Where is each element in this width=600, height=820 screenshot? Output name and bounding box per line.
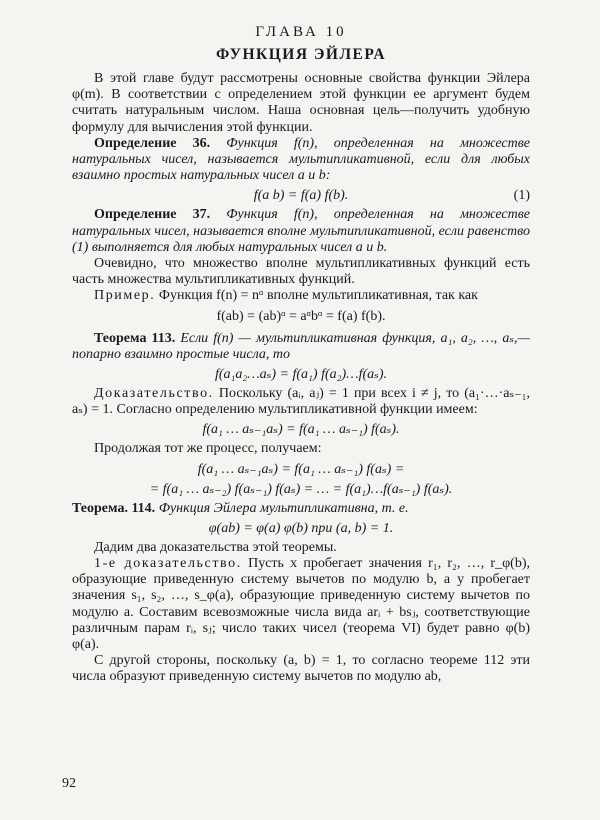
equation-1 [72,187,530,204]
other-side-paragraph: С другой стороны, поскольку (a, b) = 1, то согласно теореме 112 эти числа образуют приведенную систему вычетов по модулю ab, [72,653,530,685]
example-label: Пример. [94,288,156,304]
definition-36-text: Функция f(n), определенная на множестве натуральных чисел, называется мультипликативной, если для любых взаимно простых натуральных чисел a и b: [72,135,531,184]
proof-label: Доказательство. [94,386,214,402]
theorem-113-formula: f(a₁a₂…aₛ) = f(a₁) f(a₂)…f(aₛ). [214,367,388,383]
page-number: 92 [62,776,76,791]
definition-36-label: Определение 36. [94,135,211,151]
theorem-114-label: Теорема. 114. [72,500,156,516]
chapter-title: ФУНКЦИЯ ЭЙЛЕРА [215,46,387,63]
theorem-114 [72,501,530,517]
theorem-113-label: Теорема 113. [94,330,176,346]
intro-paragraph: В этой главе будут рассмотрены основные свойства функции Эйлера φ(m). В соответствии с определением этой функции ее аргумент будем считать натуральным числом. Наша основная цель—получить удобную формулу для вычисления этой функции. [72,71,530,135]
proof-1-text: Пусть x пробегает значения r₁, r₂, …, r_φ(b), образующие приведенную систему вычетов по модулю b, а y пробегает значения s₁, s₂, …, s_φ(a), образующие приведенную систему вычетов по модулю a. Составим всевозможные числа вида arᵢ + bsⱼ, соответствующие различным парам rᵢ, sⱼ; число таких чисел (теорема VI) будет равно φ(b) φ(a). [72,556,530,653]
proof-text: Поскольку (aᵢ, aⱼ) = 1 при всех i ≠ j, то (a₁·…·aₛ₋₁, aₛ) = 1. Согласно определению мультипликативной функции имеем: [72,386,531,418]
definition-36 [72,136,530,185]
obvious-paragraph: Очевидно, что множество вполне мультипликативных функций есть часть множества мультипликативных функций. [72,256,530,288]
example-paragraph [72,288,530,304]
proof-continue: Продолжая тот же процесс, получаем: [94,441,322,457]
example-formula: f(ab) = (ab)ᵅ = aᵅbᵅ = f(a) f(b). [216,308,386,324]
proof-paragraph [72,386,530,418]
theorem-113 [72,331,530,363]
definition-37-label: Определение 37. [94,207,211,223]
definition-37-text: Функция f(n), определенная на множестве натуральных чисел, называется вполне мультипликативной, если равенство (1) выполняется для любых натуральных чисел a и b. [72,207,531,255]
text-column [72,22,530,686]
theorem-113-text: Если f(n) — мультипликативная функция, a₁, a₂, …, aₛ,—попарно взаимно простые числа, то [72,330,530,362]
equation-1-formula: f(a b) = f(a) f(b). [253,188,349,204]
definition-37 [72,207,530,256]
theorem-114-formula: φ(ab) = φ(a) φ(b) при (a, b) = 1. [208,520,394,536]
two-proofs-paragraph: Дадим два доказательства этой теоремы. [94,539,337,555]
proof-formula: f(a₁ … aₛ₋₁aₛ) = f(a₁ … aₛ₋₁) f(aₛ). [202,422,400,438]
proof-1-paragraph [72,556,530,653]
proof-formula-2b: = f(a₁ … aₛ₋₂) f(aₛ₋₁) f(aₛ) = … = f(a₁)…f(aₛ₋₁) f(aₛ). [149,481,453,497]
proof-1-label: 1-е доказательство. [94,556,242,572]
theorem-114-text: Функция Эйлера мультипликативна, т. е. [158,500,409,516]
chapter-heading: ГЛАВА 10 [255,24,347,40]
example-text: Функция f(n) = nᵅ вполне мультипликативная, так как [158,288,478,304]
equation-1-number: (1) [513,188,530,204]
proof-formula-2a: f(a₁ … aₛ₋₁aₛ) = f(a₁ … aₛ₋₁) f(aₛ) = [197,461,405,477]
